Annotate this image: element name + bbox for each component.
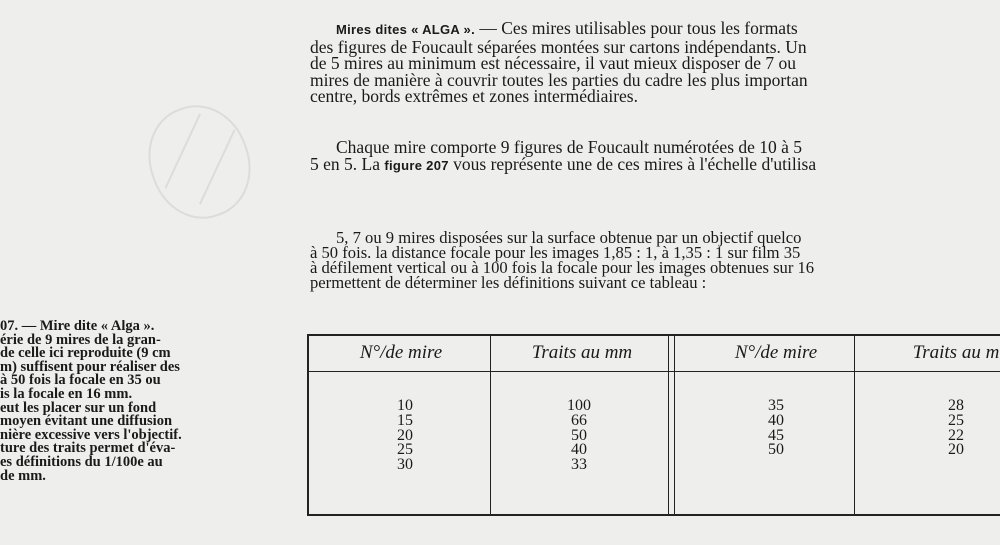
table-column-left-traits	[549, 399, 609, 473]
column-divider	[490, 336, 491, 514]
text-line: Chaque mire comporte 9 figures de Foucault numérotées de 10 à 5	[336, 137, 803, 157]
definition-table	[307, 334, 1000, 516]
caption-line: érie de 9 mires de la gran-	[0, 331, 161, 348]
table-cell: 66	[571, 411, 587, 429]
table-cell: 40	[768, 411, 784, 429]
table-column-left-mire	[375, 399, 435, 473]
paragraph-alga-mires	[310, 20, 808, 105]
text-line: mires de manière à couvrir toutes les parties du cadre les plus importan	[310, 69, 808, 90]
header-divider	[309, 371, 1000, 372]
text-line: permettent de déterminer les définitions suivant ce tableau :	[310, 273, 707, 292]
text-line: à 50 fois. la distance focale pour les images 1,85 : 1, à 1,35 : 1 sur film 35	[310, 243, 801, 262]
figure-reference: figure 207	[384, 157, 449, 173]
column-divider-double	[668, 336, 669, 514]
table-cell: 33	[571, 456, 587, 474]
table-cell: 20	[948, 441, 964, 459]
section-heading: Mires dites « ALGA ».	[336, 22, 475, 37]
text-line: à défilement vertical ou à 100 fois la focale pour les images obtenues sur 16	[310, 258, 815, 277]
table-header: N°/de mire	[359, 342, 443, 363]
caption-line: à 50 fois la focale en 35 ou	[0, 372, 161, 389]
table-cell: 22	[948, 426, 964, 444]
table-cell: 10	[397, 397, 413, 414]
text-line: de 5 mires au minimum est nécessaire, il vaut mieux disposer de 7 ou	[310, 53, 797, 73]
caption-line: nière excessive vers l'objectif.	[0, 426, 182, 443]
table-cell: 15	[397, 411, 413, 429]
table-column-right-mire	[746, 399, 806, 458]
table-cell: 100	[567, 397, 591, 414]
caption-line: es définitions du 1/100e au	[0, 453, 163, 470]
caption-line: is la focale en 16 mm.	[0, 385, 133, 402]
caption-line: 07. — Mire dite « Alga ».	[0, 320, 155, 334]
table-cell: 25	[397, 441, 413, 459]
paragraph-definitions	[310, 230, 814, 290]
table-cell: 50	[768, 441, 784, 459]
table-cell: 35	[768, 397, 784, 414]
table-cell: 25	[948, 411, 964, 429]
figure-caption	[0, 320, 300, 520]
caption-line: moyen évitant une diffusion	[0, 413, 173, 430]
column-divider	[854, 336, 855, 514]
caption-line: ture des traits permet d'éva-	[0, 440, 176, 457]
caption-line: eut les placer sur un fond	[0, 399, 157, 416]
text-line: centre, bords extrêmes et zones intermédiaires.	[310, 86, 638, 106]
column-divider-double	[674, 336, 675, 514]
table-cell: 20	[397, 426, 413, 444]
text-line: 5 en 5. La figure 207 vous représente une de ces mires à l'échelle d'utilisa	[310, 153, 817, 174]
table-header: N°/de mire	[734, 342, 818, 363]
caption-line: de mm.	[0, 467, 46, 484]
caption-line: de celle ici reproduite (9 cm	[0, 345, 171, 362]
table-cell: 40	[571, 441, 587, 459]
table-header: Traits au m	[912, 342, 1000, 363]
table-header: Traits au mm	[531, 342, 633, 363]
table-cell: 45	[768, 426, 784, 444]
paragraph-foucault-figures	[310, 139, 816, 174]
table-cell: 30	[397, 456, 413, 474]
table-column-right-traits	[926, 399, 986, 458]
text-line: 5, 7 ou 9 mires disposées sur la surface obtenue par un objectif quelco	[336, 228, 802, 247]
text-line: des figures de Foucault séparées montées sur cartons indépendants. Un	[310, 36, 807, 57]
table-cell: 28	[948, 397, 964, 414]
table-cell: 50	[571, 426, 587, 444]
text-line: Mires dites « ALGA ». — Ces mires utilisables pour tous les formats	[336, 18, 798, 38]
caption-line: m) suffisent pour réaliser des	[0, 358, 180, 375]
